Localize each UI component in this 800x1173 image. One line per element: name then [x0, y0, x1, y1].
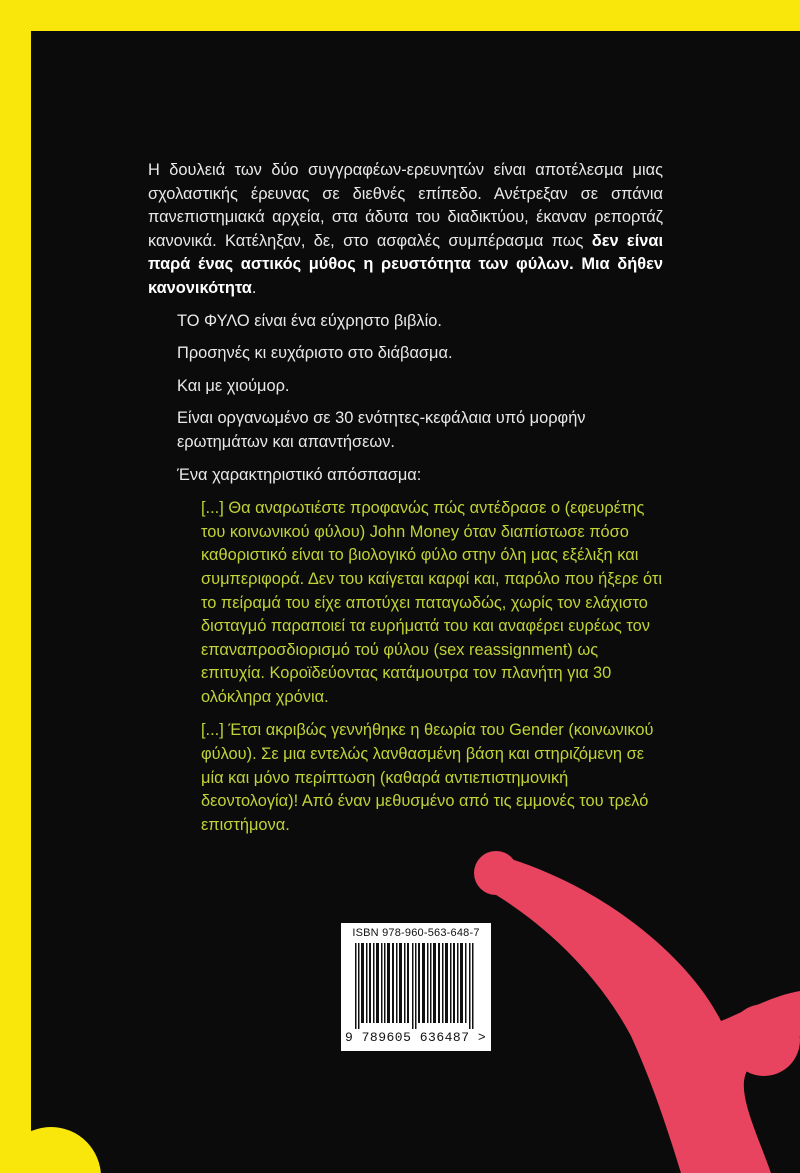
- isbn-barcode: [341, 923, 491, 1051]
- intro-bold-text: δεν είναι παρά ένας αστικός μύθος η ρευστότητα των φύλων. Μια δήθεν κανονικότητα: [148, 231, 664, 297]
- quote-excerpt-2: [...] Έτσι ακριβώς γεννήθηκε η θεωρία του Gender (κοινωνικού φύλου). Σε μια εντελώς λανθασμένη βάση και στηριζόμενη σε μία και μόνο περίπτωση (καθαρά αντιεπιστημονική δεοντολογία)! Από έναν μεθυσμένο από τις εμμονές του τρελό επιστήμονα.: [201, 721, 654, 834]
- paragraph-structure: Είναι οργανωμένο σε 30 ενότητες-κεφάλαια υπό μορφήν ερωτημάτων και απαντήσεων.: [177, 409, 586, 451]
- paragraph-easy-book: ΤΟ ΦΥΛΟ είναι ένα εύχρηστο βιβλίο.: [177, 311, 442, 330]
- intro-paragraph: Η δουλειά των δύο συγγραφέων-ερευνητών είναι αποτέλεσμα μιας σχολαστικής έρευνας σε διεθνές επίπεδο. Ανέτρεξαν σε σπάνια πανεπιστημιακά αρχεία, στα άδυτα του διαδικτύου, έκαναν ρεπορτάζ κανονικά. Κατέληξαν, δε, στο ασφαλές συμπέρασμα πως δεν είναι παρά ένας αστικός μύθος η ρευστότητα των φύλων. Μια δήθεν κανονικότητα.: [148, 161, 664, 297]
- paragraph-excerpt-intro: Ένα χαρακτηριστικό απόσπασμα:: [177, 465, 422, 484]
- barcode-bars: [355, 943, 479, 1029]
- quote-excerpt-1: [...] Θα αναρωτιέστε προφανώς πώς αντέδρασε ο (εφευρέτης του κοινωνικού φύλου) John Money όταν διαπίστωσε πόσο καθοριστικό είναι το βιολογικό φύλο στην όλη μας εξέλιξη και συμπεριφορά. Δεν του καίγεται καρφί και, παρόλο που ήξερε ότι το πείραμά του είχε αποτύχει παταγωδώς, χωρίς τον ελάχιστο δισταγμό παραποιεί τα ευρήματά του και αναφέρει ευρέως τον επαναπροσδιορισμό τού φύλου (sex reassignment) ως επιτυχία. Κοροϊδεύοντας κατάμουτρα τον πλανήτη για 30 ολόκληρα χρόνια.: [201, 499, 663, 706]
- paragraph-humor: Και με χιούμορ.: [177, 376, 290, 395]
- isbn-label: ISBN 978-960-563-648-7: [352, 927, 480, 939]
- blurb-text: [148, 159, 663, 837]
- paragraph-pleasant: Προσηνές κι ευχάριστο στο διάβασμα.: [177, 344, 453, 363]
- isbn-digits: 9 789605 636487 >: [345, 1030, 487, 1045]
